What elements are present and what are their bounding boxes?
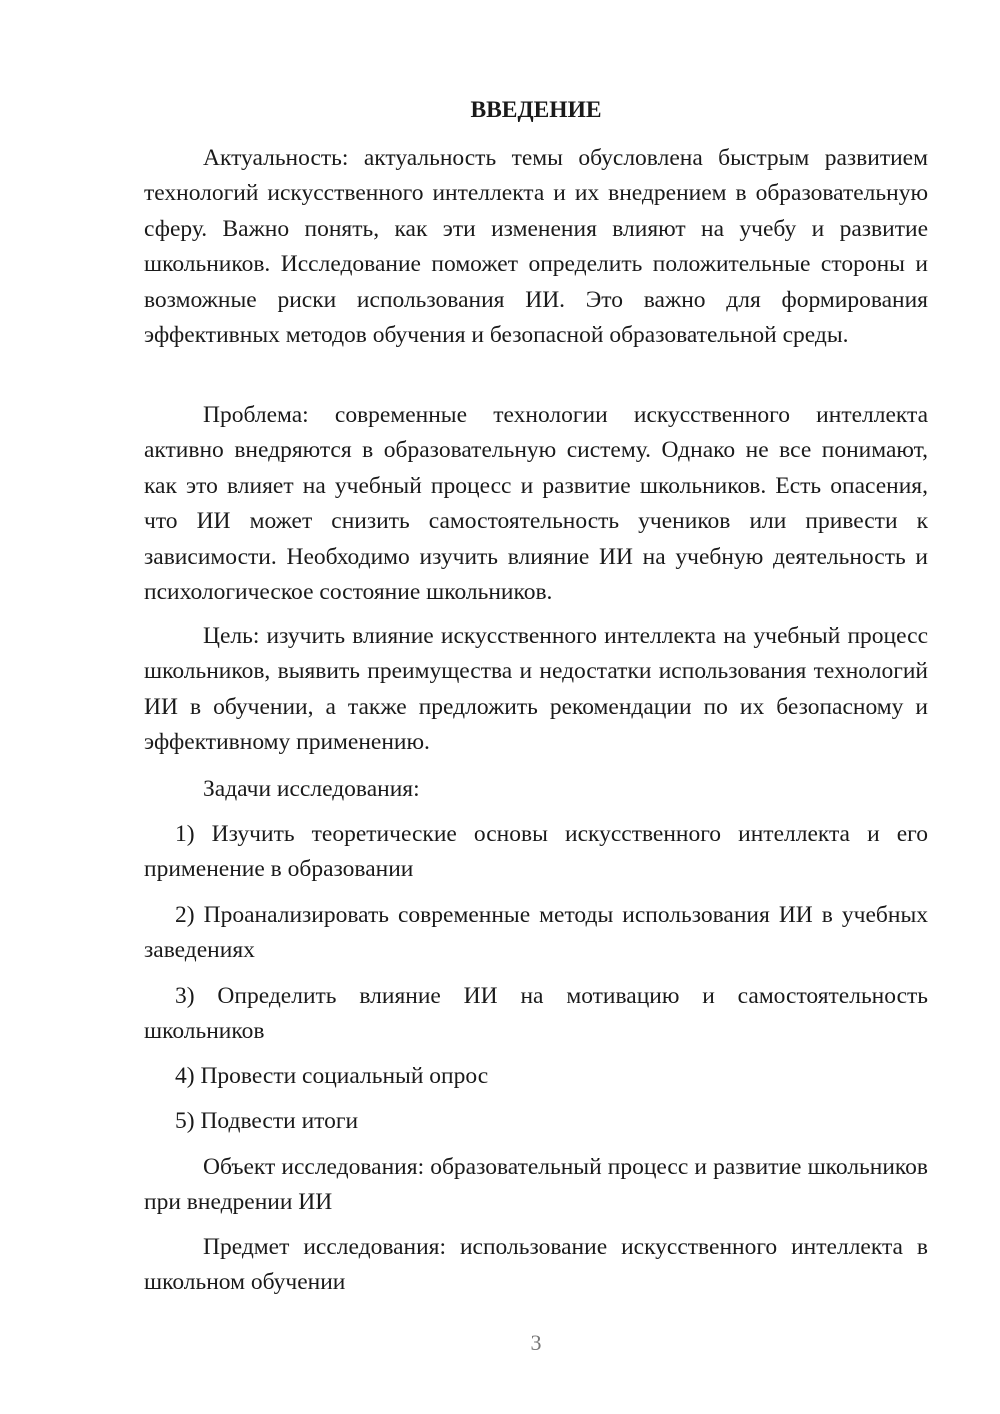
paragraph-object: Объект исследования: образовательный процесс и развитие школьников при внедрении ИИ [144, 1154, 928, 1216]
task-item-3: 3) Определить влияние ИИ на мотивацию и самостоятельность школьников [144, 983, 928, 1045]
paragraph-problem: Проблема: современные технологии искусственного интеллекта активно внедряются в образовательную систему. Однако не все понимают, как это влияет на учебный процесс и развитие школьников. Есть опасения, что ИИ может снизить самостоятельность учеников или привести к зависимости. Необходимо изучить влияние ИИ на учебную деятельность и психологическое состояние школьников. [144, 402, 928, 606]
paragraph-subject: Предмет исследования: использование искусственного интеллекта в школьном обучении [144, 1234, 928, 1296]
task-item-2: 2) Проанализировать современные методы использования ИИ в учебных заведениях [144, 902, 928, 964]
task-item-4: 4) Провести социальный опрос [175, 1063, 489, 1089]
paragraph-relevance: Актуальность: актуальность темы обусловлена быстрым развитием технологий искусственного интеллекта и их внедрением в образовательную сферу. Важно понять, как эти изменения влияют на учебу и развитие школьников. Исследование поможет определить положительные стороны и возможные риски использования ИИ. Это важно для формирования эффективных методов обучения и безопасной образовательной среды. [144, 145, 928, 349]
task-item-1: 1) Изучить теоретические основы искусственного интеллекта и его применение в образовании [144, 821, 928, 883]
section-title: ВВЕДЕНИЕ [470, 97, 602, 123]
page-number: 3 [530, 1330, 542, 1355]
task-item-5: 5) Подвести итоги [175, 1108, 359, 1134]
tasks-heading: Задачи исследования: [203, 776, 420, 802]
document-page [144, 0, 928, 1414]
paragraph-goal: Цель: изучить влияние искусственного интеллекта на учебный процесс школьников, выявить преимущества и недостатки использования технологий ИИ в обучении, а также предложить рекомендации по их безопасному и эффективному применению. [144, 623, 928, 756]
